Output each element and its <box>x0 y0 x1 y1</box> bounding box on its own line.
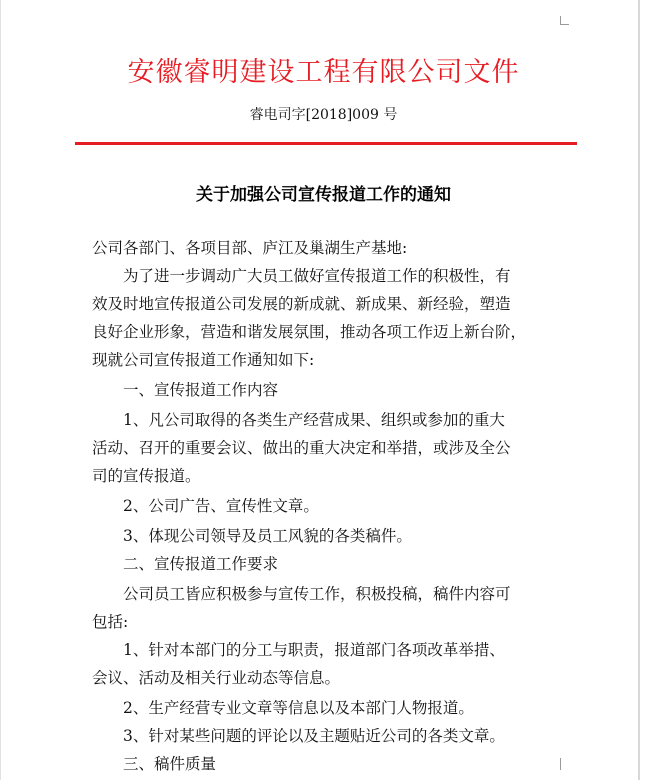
body-line: 公司员工皆应积极参与宣传工作，积极投稿，稿件内容可 <box>123 585 511 603</box>
body-line: 1、凡公司取得的各类生产经营成果、组织或参加的重大 <box>123 411 505 429</box>
body-line: 1、针对本部门的分工与职责，报道部门各项改革举措、 <box>123 641 505 659</box>
body-line: 现就公司宣传报道工作通知如下: <box>92 351 315 369</box>
margin-corner-mark-top <box>560 16 569 25</box>
body-line-salutation: 公司各部门、各项目部、庐江及巢湖生产基地: <box>92 239 408 257</box>
section-heading: 三、稿件质量 <box>123 755 217 773</box>
body-line: 为了进一步调动广大员工做好宣传报道工作的积极性，有 <box>123 267 511 285</box>
body-line: 会议、活动及相关行业动态等信息。 <box>92 669 341 687</box>
body-line: 活动、召开的重要会议、做出的重大决定和举措，或涉及全公 <box>92 439 511 457</box>
body-line: 包括: <box>92 613 129 631</box>
red-header-rule <box>75 142 577 145</box>
org-header-title: 安徽睿明建设工程有限公司文件 <box>127 57 520 88</box>
body-line: 司的宣传报道。 <box>92 467 201 485</box>
section-heading: 一、宣传报道工作内容 <box>123 381 279 399</box>
section-heading: 二、宣传报道工作要求 <box>123 555 279 573</box>
body-line: 3、针对某些问题的评论以及主题贴近公司的各类文章。 <box>123 727 505 745</box>
body-line: 2、生产经营专业文章等信息以及本部门人物报道。 <box>123 699 474 717</box>
body-line: 效及时地宣传报道公司发展的新成就、新成果、新经验，塑造 <box>92 295 511 313</box>
body-line: 3、体现公司领导及员工风貌的各类稿件。 <box>123 527 412 545</box>
body-line: 良好企业形象，营造和谐发展氛围，推动各项工作迈上新台阶， <box>92 323 527 341</box>
notice-title: 关于加强公司宣传报道工作的通知 <box>196 185 451 205</box>
document-number: 睿电司字[2018]009 号 <box>249 107 398 123</box>
body-line: 2、公司广告、宣传性文章。 <box>123 497 319 515</box>
